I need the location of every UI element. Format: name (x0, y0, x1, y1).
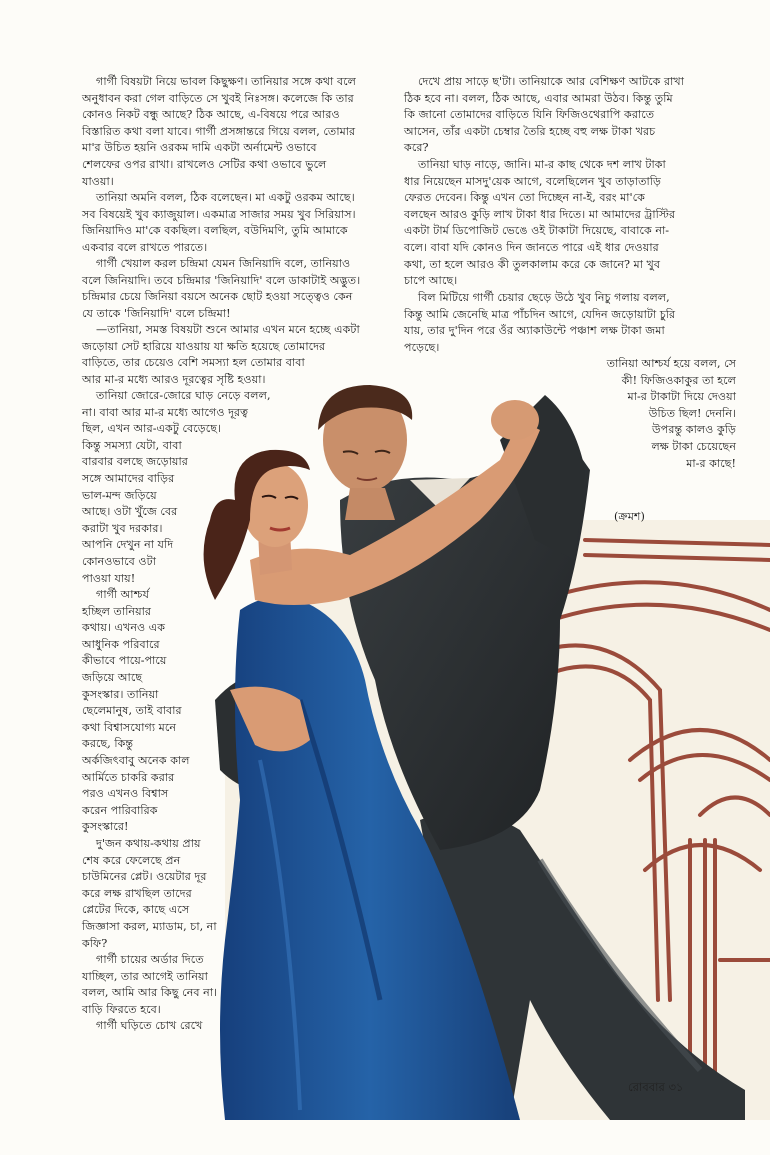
right-paragraph-2: তানিয়া ঘাড় নাড়ে, জানি। মা-র কাছ থেকে দশ লাখ টাকা ধার নিয়েছেন মাসদু'য়েক আগে, বলেছিলেন খুব তাড়াতাড়ি ফেরত দেবেন। কিন্তু এখন তো দিচ্ছেন না-ই, বরং মা'কে বলছেন আরও কুড়ি লাখ টাকা ধার দিতে। মা আমাদের ট্রাস্টির একটা টার্ম ডিপোজিট ভেঙে ওই টাকাটা দিয়েছে, বাবাকে না- বলে। বাবা যদি কোনও দিন জানতে পারে এই ধার দেওয়ার কথা, তা হলে আরও কী তুলকালাম করে কে জানে? মা খুব চাপে আছে। (404, 158, 676, 288)
left-paragraph-1: গার্গী বিষয়টা নিয়ে ভাবল কিছুক্ষণ। তানিয়ার সঙ্গে কথা বলে অনুধাবন করা গেল বাড়িতে সে খুবই নিঃসঙ্গ। কলেজে কি তার কোনও নিকট বন্ধু আছে? ঠিক আছে, এ-বিষয়ে পরে আরও বিস্তারিত কথা বলা যাবে। গার্গী প্রসঙ্গান্তরে গিয়ে বলল, তোমার মা'র উচিত হয়নি ওরকম দামি একটা অর্নামেন্ট ওভাবে শেলফের ওপর রাখা। রাখলেও সেটির কথা ওভাবে ভুলে যাওয়া। (82, 75, 357, 188)
left-paragraph-4: —তানিয়া, সমস্ত বিষয়টা শুনে আমার এখন মনে হচ্ছে একটা জড়োয়া সেট হারিয়ে যাওয়ায় যা ক্ষতি হয়েছে তোমাদের বাড়িতে, তার চেয়েও বেশি সমস্যা হল তোমার বাবা আর মা-র মধ্যে আরও দূরত্বের সৃষ্টি হওয়া। (82, 323, 360, 386)
right-paragraph-1: দেখে প্রায় সাড়ে ছ'টা। তানিয়াকে আর বেশিক্ষণ আটকে রাখা ঠিক হবে না। বলল, ঠিক আছে, এবার আমরা উঠব। কিন্তু তুমি কি জানো তোমাদের বাড়িতে যিনি ফিজিওথেরাপি করাতে আসেন, তাঁর একটা চেম্বার তৈরি হচ্ছে বহু লক্ষ টাকা খরচ করে? (404, 75, 684, 155)
left-paragraph-6: গার্গী আশ্চর্য হচ্ছিল তানিয়ার কথায়। এখনও এক আধুনিক পরিবারে কীভাবে পায়ে-পায়ে জড়িয়ে আছে কুসংস্কার। তানিয়া ছেলেমানুষ, তাই বাবার কথা বিশ্বাসযোগ্য মনে করছে, কিন্তু অর্কজিৎবাবু অনেক কাল আর্মিতে চাকরি করার পরও এখনও বিশ্বাস করেন পারিবারিক কুসংস্কারে! (82, 588, 190, 834)
right-paragraph-4: তানিয়া আশ্চর্য হয়ে বলল, সে কী! ফিজিওকাকুর তা হলে মা-র টাকাটা দিয়ে দেওয়া উচিত ছিল! দেননি। উপরন্তু কালও কুড়ি লক্ষ টাকা চেয়েছেন মা-র কাছে! (606, 357, 736, 470)
left-paragraph-2: তানিয়া অমনি বলল, ঠিক বলেছেন। মা একটু ওরকম আছে। সব বিষয়েই খুব ক্যাজুয়াল। একমাত্র সাজার সময় খুব সিরিয়াস। জিনিয়াদিও মা'কে বকছিল। বলছিল, বউদিমণি, তুমি আমাকে একবার বলে রাখতে পারতে। (82, 191, 356, 254)
continued-marker: (ক্রমশ) (614, 510, 645, 523)
left-paragraph-9: গার্গী ঘড়িতে চোখ রেখে (96, 1019, 203, 1032)
left-paragraph-5: তানিয়া জোরে-জোরে ঘাড় নেড়ে বলল, না। বাবা আর মা-র মধ্যে আগেও দূরত্ব ছিল, এখন আর-একটু বেড়েছে। কিন্তু সমস্যা যেটা, বাবা বারবার বলছে জড়োয়ার সঙ্গে আমাদের বাড়ির ভাল-মন্দ জড়িয়ে আছে। ওটা খুঁজে বের করাটা খুব দরকার। আপনি দেখুন না যদি কোনওভাবে ওটা পাওয়া যায়! (82, 389, 271, 585)
page-footer: রোববার ৩১ (628, 1080, 684, 1094)
left-paragraph-7: দু'জন কথায়-কথায় প্রায় শেষ করে ফেলেছে প্রন চাউমিনের প্লেট। ওয়েটার দূর করে লক্ষ রাখছিল তাদের প্লেটের দিকে, কাছে এসে জিজ্ঞাসা করল, ম্যাডাম, চা, না কফি? (82, 837, 217, 950)
clasped-hands (491, 400, 539, 440)
left-paragraph-8: গার্গী চায়ের অর্ডার দিতে যাচ্ছিল, তার আগেই তানিয়া বলল, আমি আর কিছু নেব না। বাড়ি ফিরতে হবে। (82, 953, 218, 1016)
left-paragraph-3: গার্গী খেয়াল করল চন্দ্রিমা যেমন জিনিয়াদি বলে, তানিয়াও বলে জিনিয়াদি। তবে চন্দ্রিমার 'জিনিয়াদি' বলে ডাকাটাই অদ্ভুত। চন্দ্রিমার চেয়ে জিনিয়া বয়সে অনেক ছোট হওয়া সত্ত্বেও কেন যে তাকে 'জিনিয়াদি' বলে চন্দ্রিমা! (82, 257, 361, 320)
right-paragraph-3: বিল মিটিয়ে গার্গী চেয়ার ছেড়ে উঠে খুব নিচু গলায় বলল, কিন্তু আমি জেনেছি মাত্র পাঁচদিন আগে, যেদিন জড়োয়াটা চুরি যায়, তার দু'দিন পরে ওঁর অ্যাকাউন্টে পঞ্চাশ লক্ষ টাকা জমা পড়েছে। (404, 291, 676, 354)
